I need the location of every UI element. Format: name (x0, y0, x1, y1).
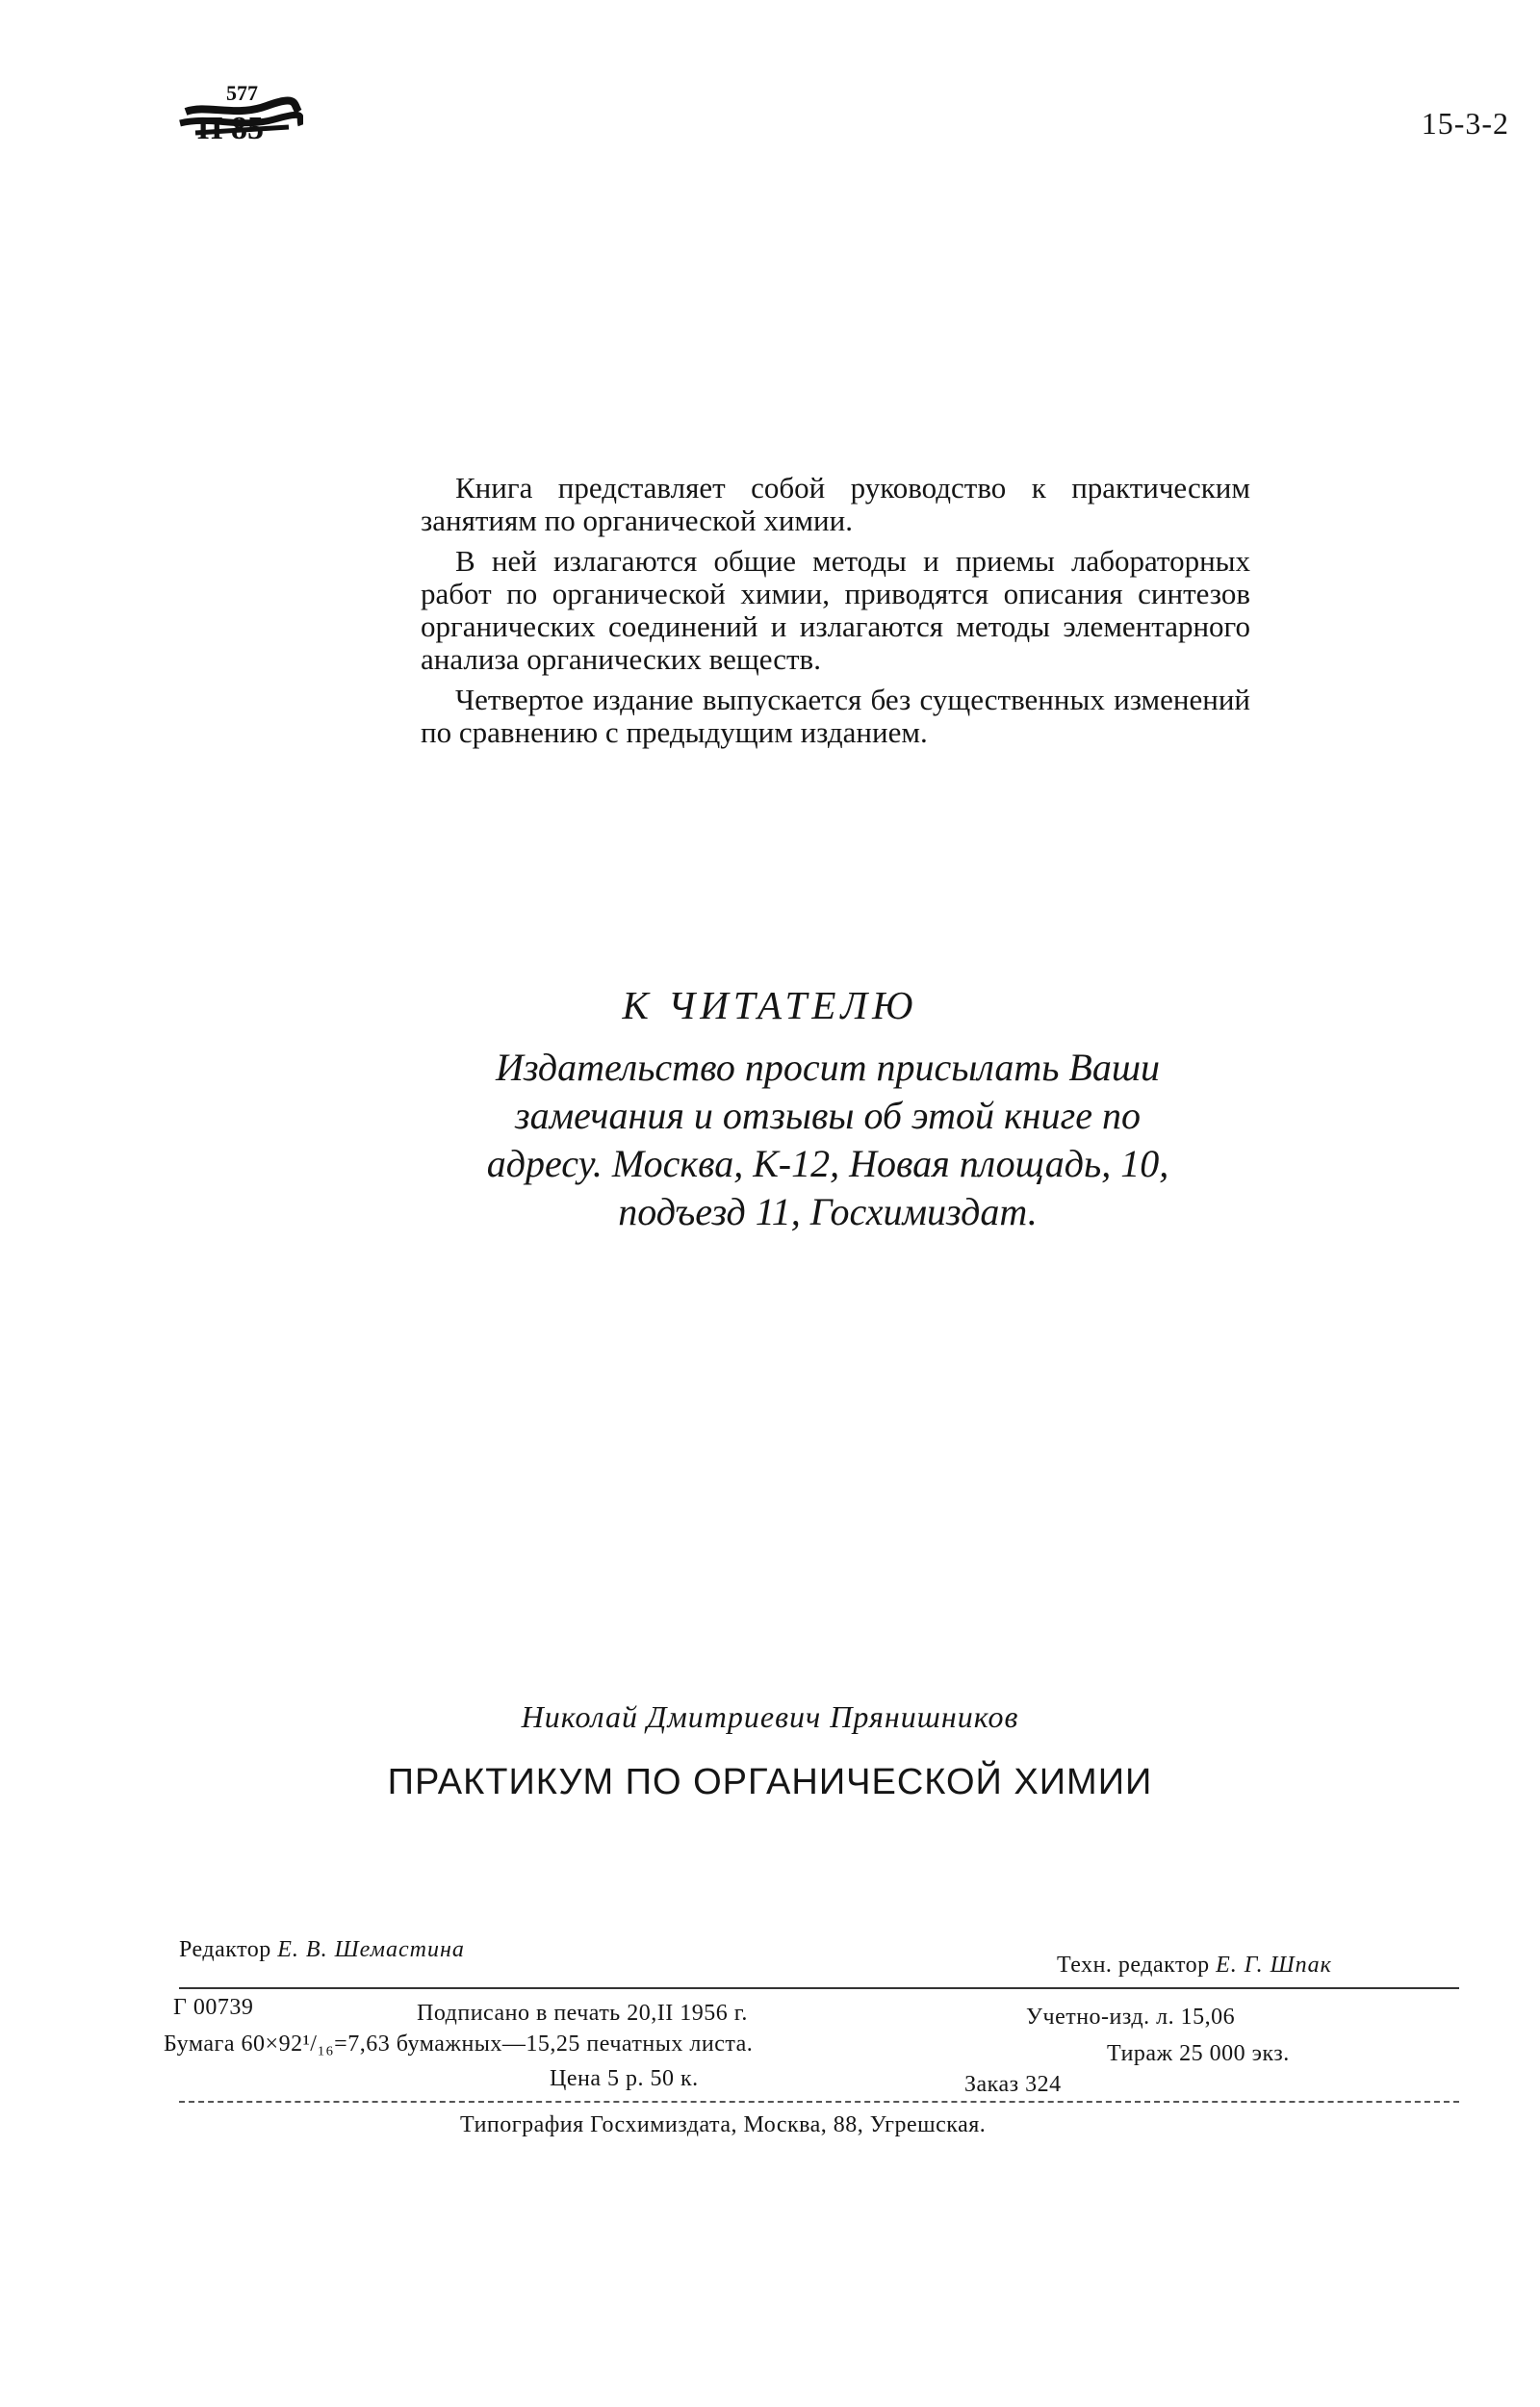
printer-info: Типография Госхимиздата, Москва, 88, Угрешская. (460, 2112, 987, 2137)
tech-editor (1057, 1953, 1332, 1979)
price: Цена 5 р. 50 к. (550, 2066, 699, 2091)
tech-editor-label: Техн. редактор (1057, 1953, 1210, 1978)
library-stamp (178, 75, 303, 147)
reader-notice (404, 1044, 1251, 1236)
author-name: Николай Дмитриевич Прянишников (521, 1699, 1019, 1734)
signed-date: Подписано в печать 20,II 1956 г. (417, 2001, 748, 2026)
book-title: ПРАКТИКУМ ПО ОРГАНИЧЕСКОЙ ХИМИИ (387, 1762, 1153, 1802)
annotation-paragraph: Четвертое издание выпускается без существенных изменений по сравнению с предыдущим изданием. (421, 683, 1250, 749)
order-number: Заказ 324 (964, 2072, 1062, 2097)
imprint-rule-bottom (179, 2101, 1459, 2103)
annotation-paragraph: Книга представляет собой руководство к практическим занятиям по органической химии. (421, 471, 1250, 537)
edition-sheets: Учетно-изд. л. 15,06 (1026, 2005, 1236, 2030)
editor-name: Е. В. Шемастина (277, 1937, 465, 1962)
annotation (421, 472, 1250, 757)
reader-line: адресу. Москва, К-12, Новая площадь, 10, (486, 1142, 1169, 1185)
reader-line: подъезд 11, Госхимиздат. (618, 1190, 1038, 1233)
imprint-rule-top (179, 1987, 1459, 1989)
license-number: Г 00739 (173, 1995, 254, 2020)
annotation-paragraph: В ней излагаются общие методы и приемы лабораторных работ по органической химии, приводятся описания синтезов органических соединений и излагаются методы элементарного анализа органических веществ. (421, 544, 1250, 676)
stamp-graphic (178, 75, 303, 147)
reader-heading: К ЧИТАТЕЛЮ (622, 983, 918, 1027)
paper-info: Бумага 60×92¹/₁₆=7,63 бумажных—15,25 печатных листа. (164, 2032, 754, 2057)
stamp-text-bottom: П 85 (197, 111, 264, 146)
stamp-text-top: 577 (226, 81, 258, 105)
editor-label: Редактор (179, 1937, 271, 1962)
reader-line: Издательство просит присылать Ваши (495, 1046, 1161, 1089)
reader-line: замечания и отзывы об этой книге по (515, 1094, 1141, 1137)
editor (179, 1937, 465, 1963)
page-code: 15-3-2 (1421, 106, 1509, 141)
print-run: Тираж 25 000 экз. (1107, 2041, 1290, 2066)
tech-editor-name: Е. Г. Шпак (1216, 1953, 1332, 1978)
